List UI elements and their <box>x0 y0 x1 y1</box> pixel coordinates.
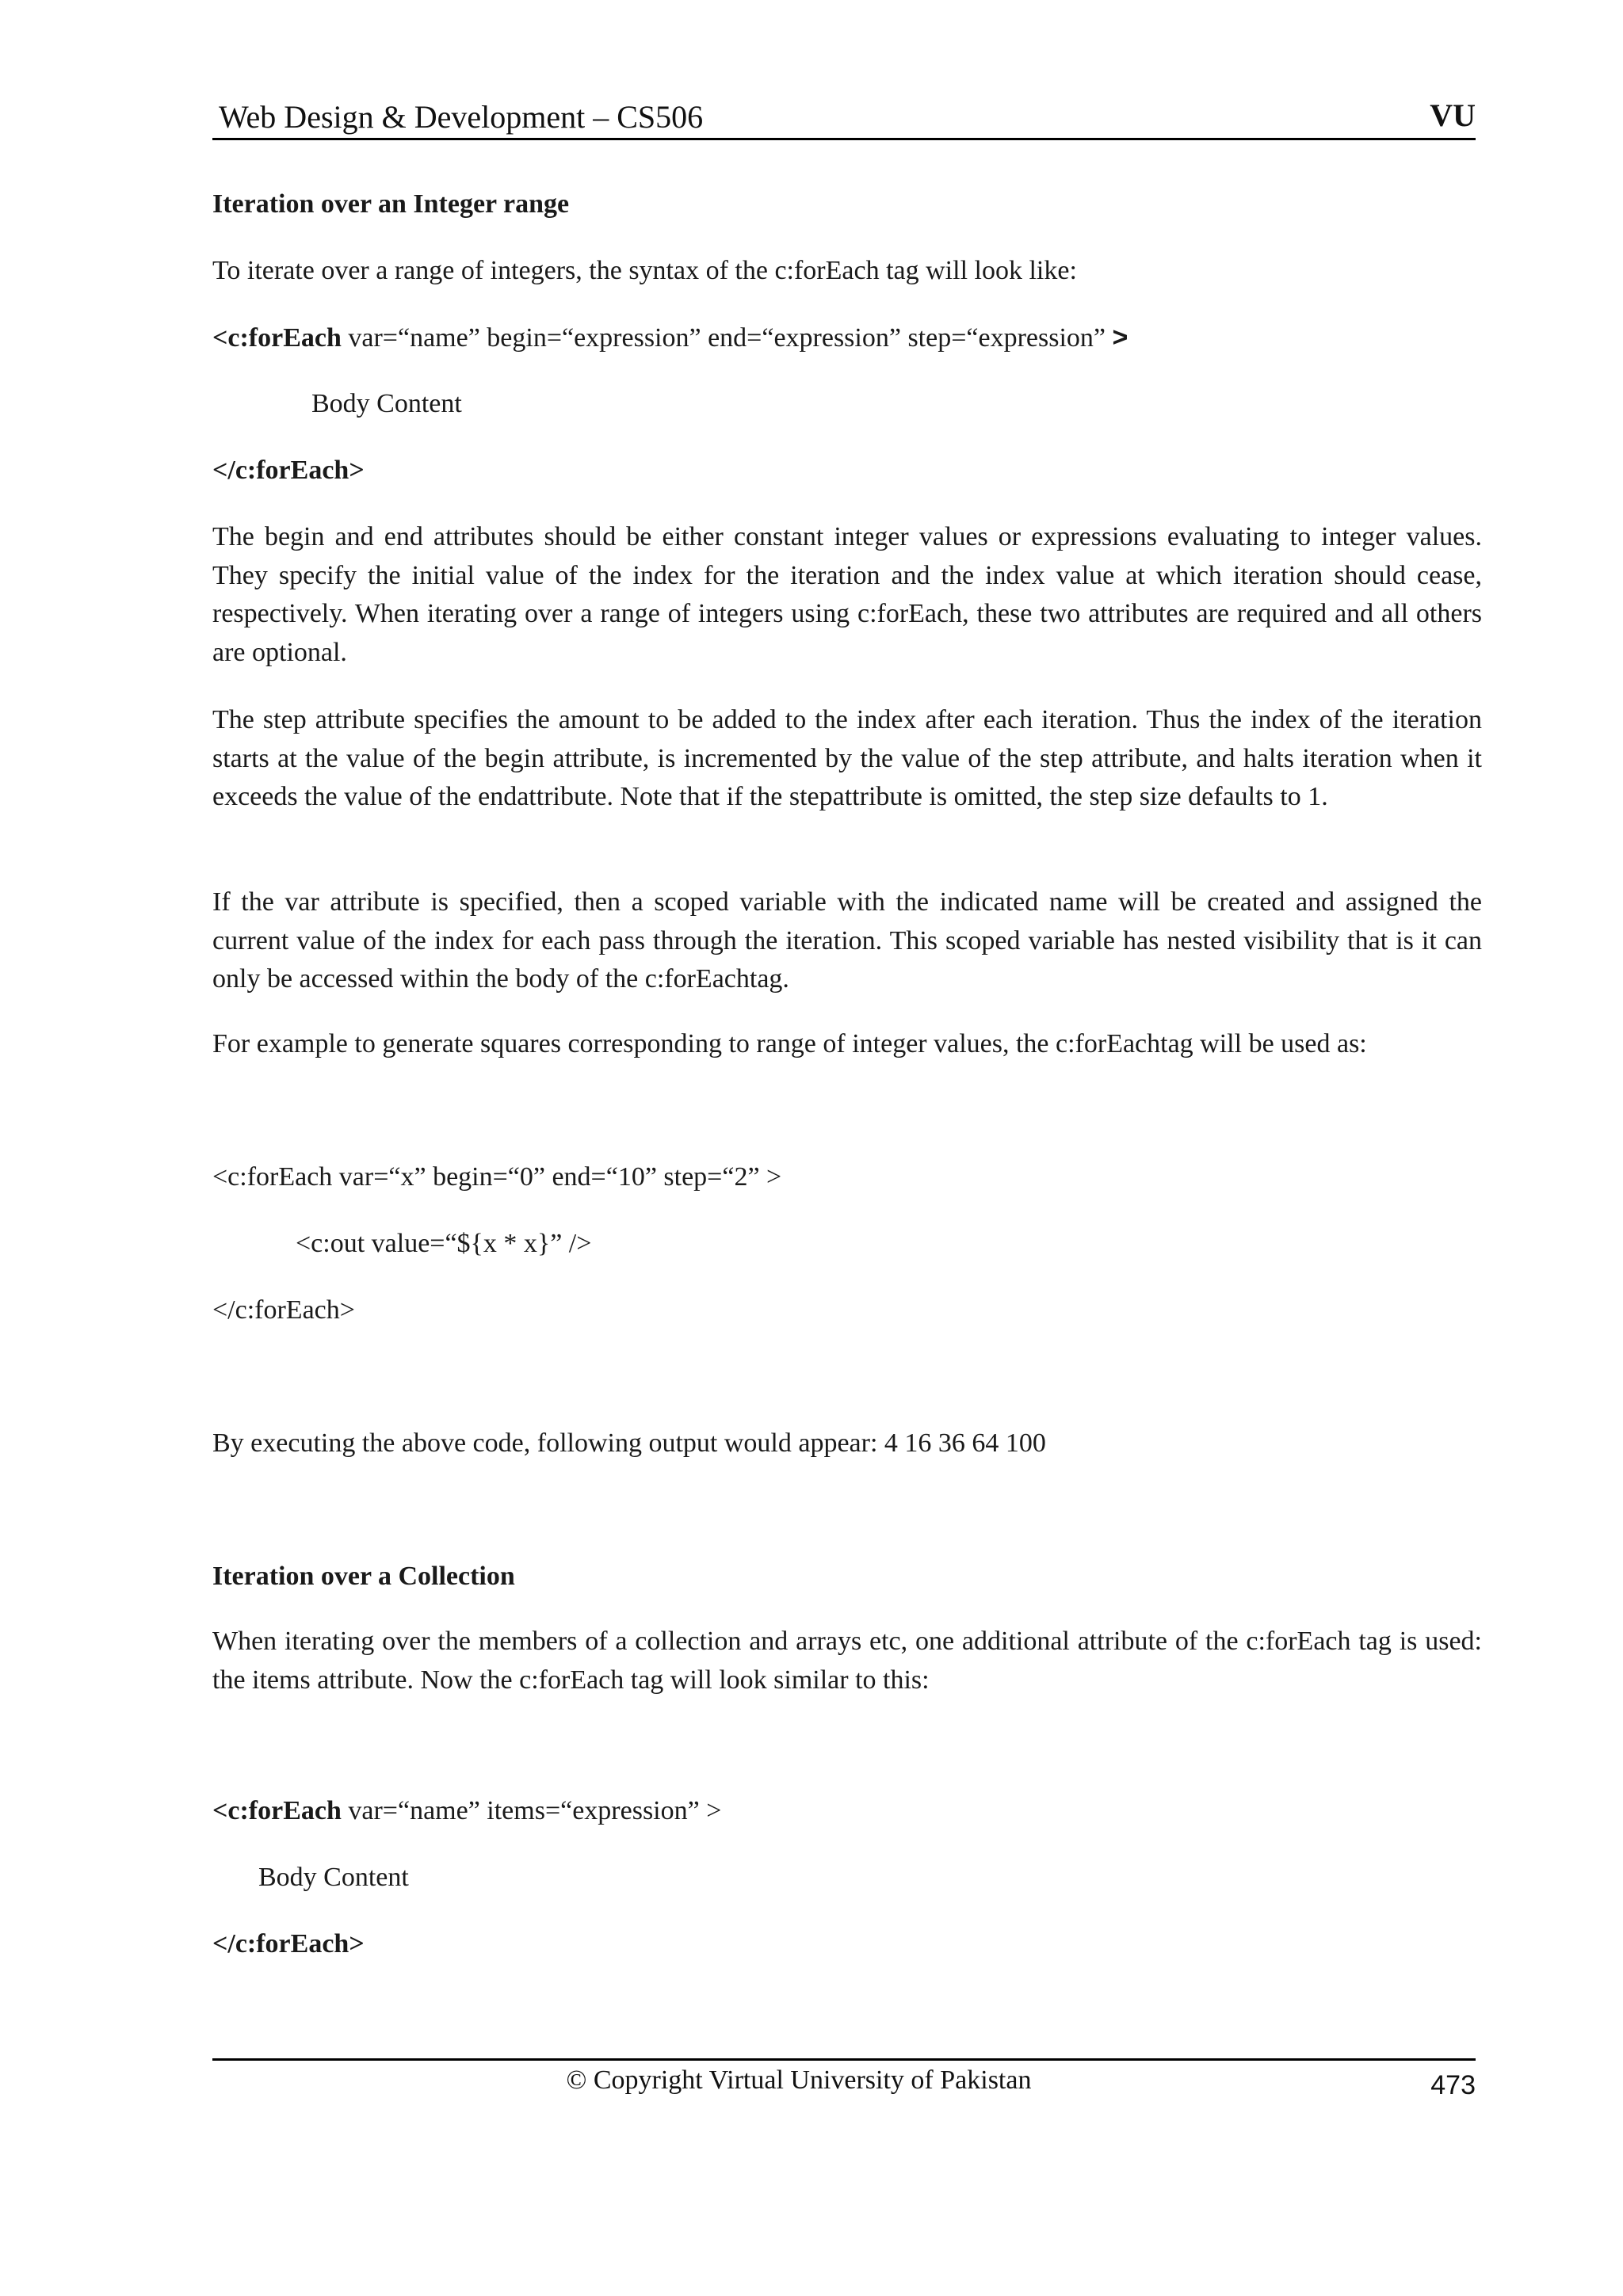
collection-body-content: Body Content <box>258 1863 409 1892</box>
code-line-open: <c:forEach var=“x” begin=“0” end=“10” step=“2” > <box>212 1162 782 1192</box>
copyright-text: © Copyright Virtual University of Pakistan <box>566 2065 1032 2095</box>
intro-text: To iterate over a range of integers, the syntax of the c:forEach tag will look like: <box>212 256 1077 285</box>
section-heading-integer-range: Iteration over an Integer range <box>212 189 570 219</box>
collection-syntax-end-tag: </c:forEach> <box>212 1929 365 1958</box>
collection-syntax-attributes: var=“name” items=“expression” > <box>341 1796 722 1825</box>
example-intro: For example to generate squares corresponding to range of integer values, the c:forEachtag will be used as: <box>212 1029 1367 1058</box>
section-heading-collection: Iteration over a Collection <box>212 1562 515 1591</box>
syntax-end-tag: </c:forEach> <box>212 456 365 485</box>
syntax-open-tag: <c:forEach <box>212 323 342 353</box>
paragraph-step: The step attribute specifies the amount to be added to the index after each iteration. Thus the index of the iteration starts at the value of the begin attribute, is incremented by the value of the step attribute, and halts iteration when it exceeds the value of the endattribute. Note that if the stepattribute is omitted, the step size defaults to 1. <box>212 705 1482 811</box>
code-line-close: </c:forEach> <box>212 1295 355 1325</box>
university-mark: VU <box>1430 97 1476 133</box>
collection-syntax-open-line <box>212 1794 721 1829</box>
output-text: By executing the above code, following output would appear: 4 16 36 64 100 <box>212 1428 1046 1458</box>
paragraph-items: When iterating over the members of a collection and arrays etc, one additional attribute of the c:forEach tag is used: the items attribute. Now the c:forEach tag will look similar to this: <box>212 1627 1482 1695</box>
paragraph-begin-end: The begin and end attributes should be either constant integer values or expressions evaluating to integer values. They specify the initial value of the index for the iteration and the index value at which iteration should cease, respectively. When iterating over a range of integers using c:forEach, these two attributes are required and all others are optional. <box>212 522 1482 667</box>
syntax-open-line <box>212 320 1128 356</box>
code-line-out: <c:out value=“${x * x}” /> <box>296 1229 592 1258</box>
collection-syntax-open-tag: <c:forEach <box>212 1796 342 1825</box>
footer-rule <box>212 2058 1476 2061</box>
syntax-close-bracket: > <box>1112 322 1128 353</box>
course-title: Web Design & Development – CS506 <box>219 99 704 135</box>
paragraph-var: If the var attribute is specified, then a scoped variable with the indicated name will be created and assigned the current value of the index for each pass through the iteration. This scoped variable has nested visibility that is it can only be accessed within the body of the c:forEachtag. <box>212 887 1482 994</box>
page-number: 473 <box>1430 2070 1476 2100</box>
page-header <box>212 97 1476 140</box>
syntax-body-content: Body Content <box>311 389 462 418</box>
footer-copyright <box>0 2063 1623 2098</box>
syntax-attributes: var=“name” begin=“expression” end=“expression” step=“expression” <box>341 323 1113 353</box>
